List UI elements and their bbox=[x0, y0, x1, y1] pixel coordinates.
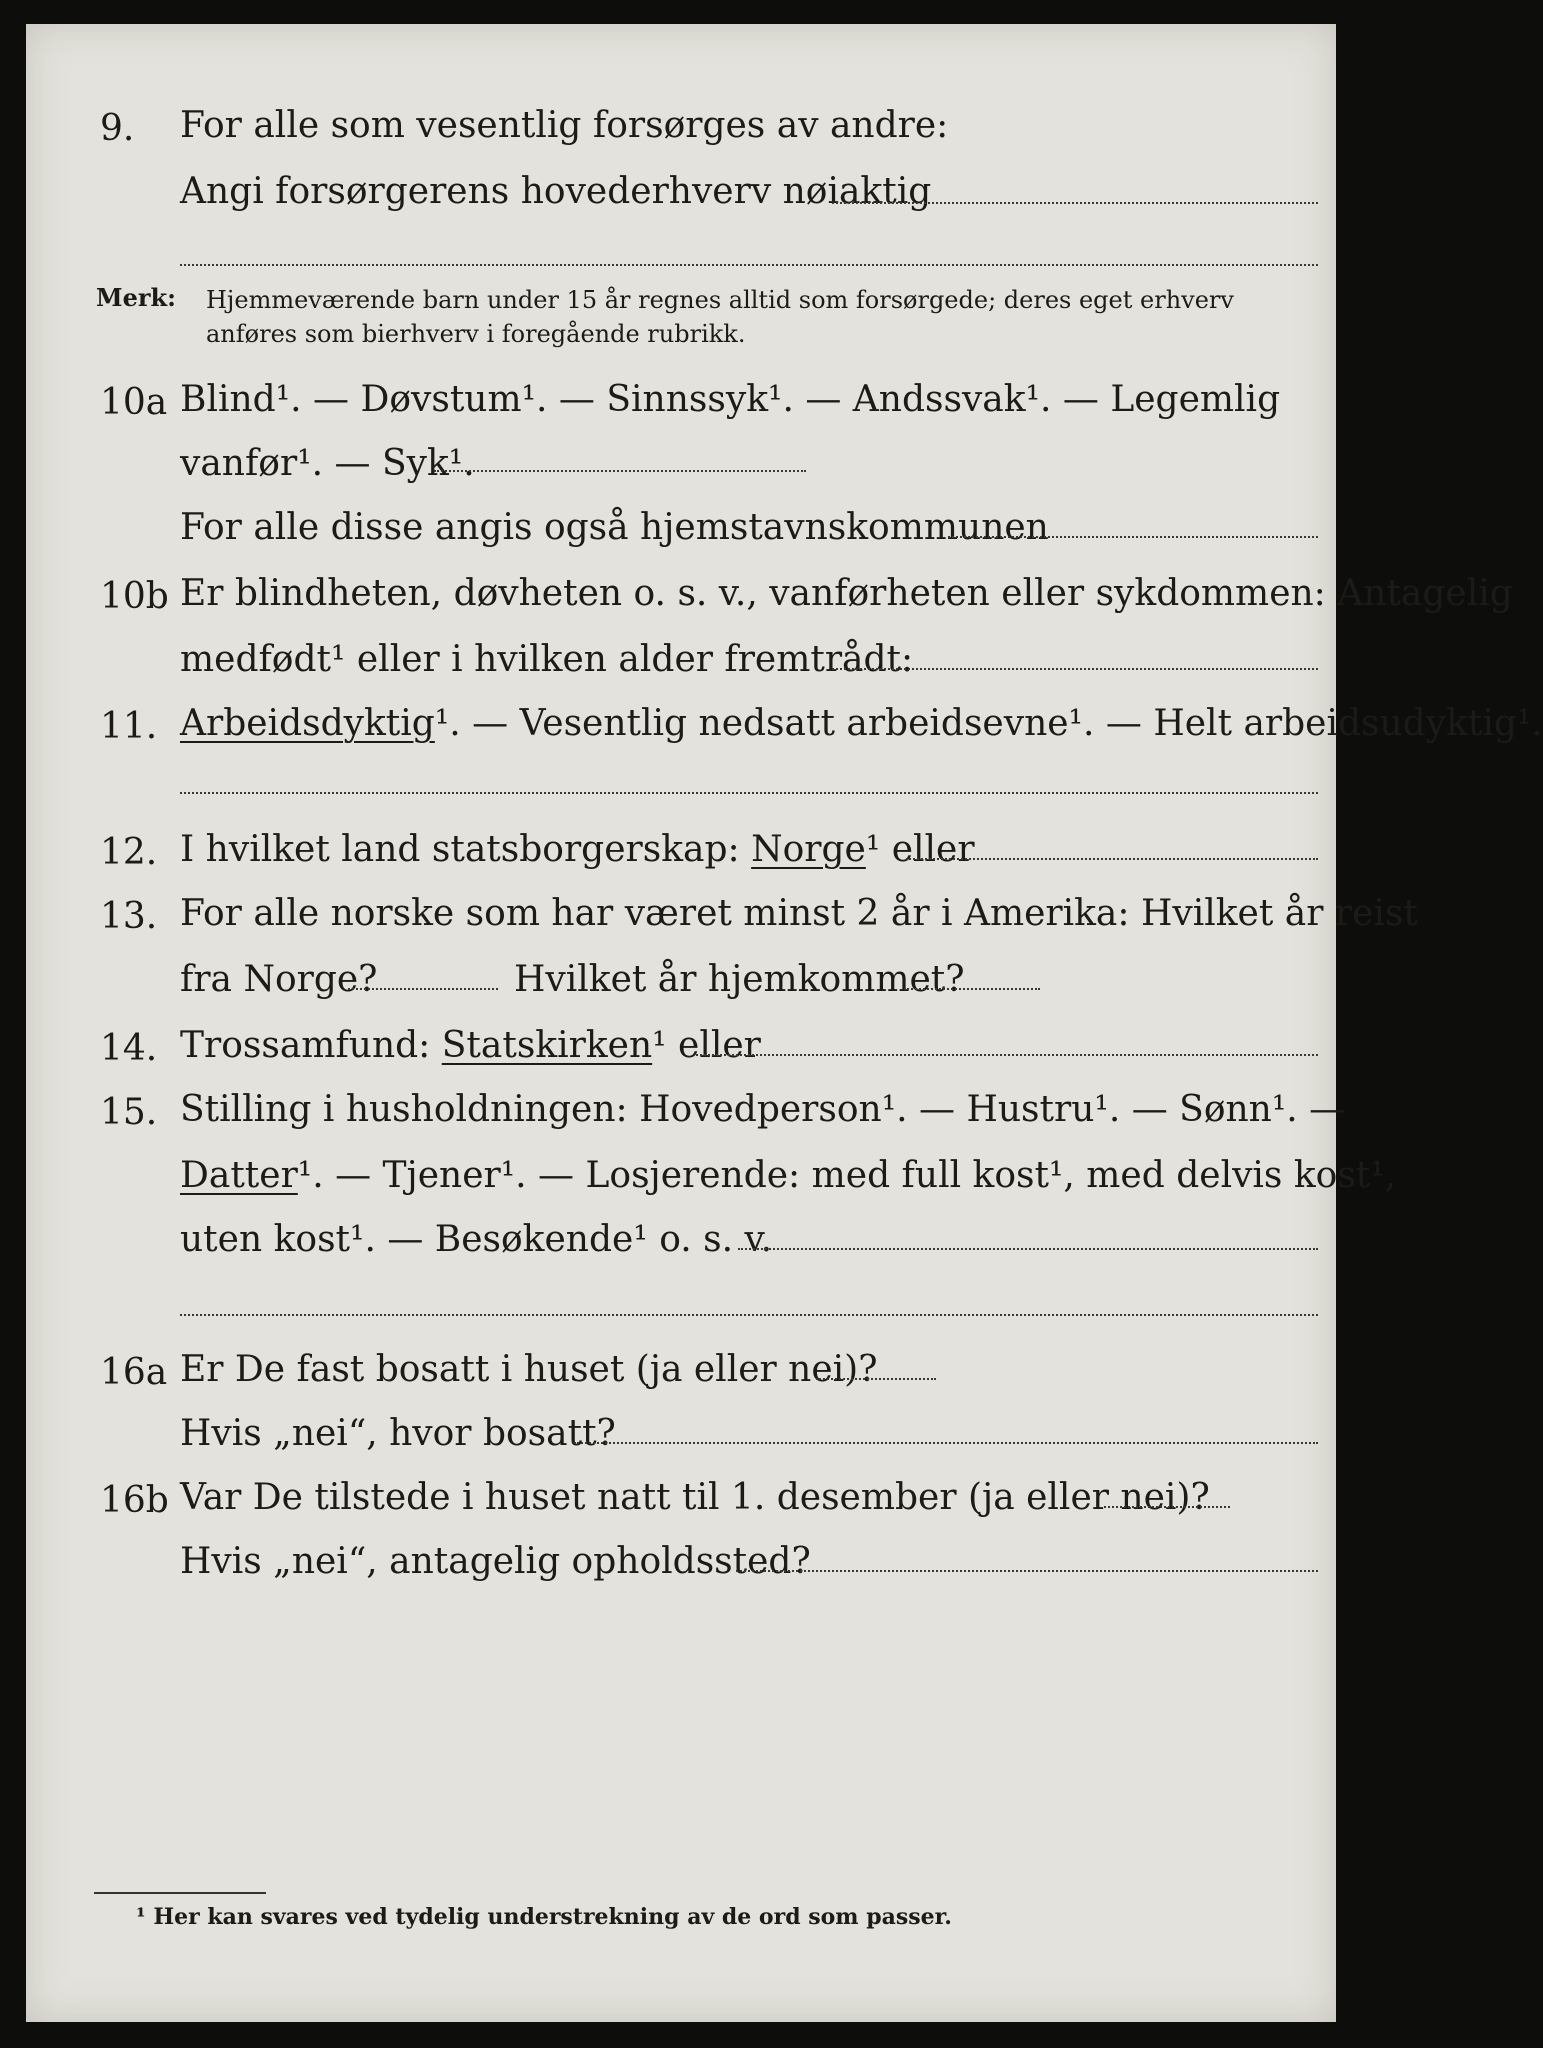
merk-line2: anføres som bierhverv i foregående rubrikk. bbox=[206, 320, 746, 348]
q16b-line2: Hvis „nei“, antagelig opholdssted? bbox=[180, 1541, 811, 1582]
footnote-mark: ¹ bbox=[136, 1904, 146, 1930]
q13-line2a: fra Norge? bbox=[180, 959, 378, 1000]
q16b-line1: Var De tilstede i huset natt til 1. desember (ja eller nei)? bbox=[180, 1477, 1210, 1518]
q15-line3: uten kost¹. — Besøkende¹ o. s. v. bbox=[180, 1219, 773, 1260]
q15-number: 15. bbox=[100, 1092, 158, 1133]
q16b-answer-line[interactable] bbox=[1104, 1506, 1230, 1508]
q16a-number: 16a bbox=[100, 1352, 168, 1393]
q13-line1: For alle norske som har været minst 2 år i Amerika: Hvilket år reist bbox=[180, 893, 1418, 934]
footnote-divider bbox=[94, 1892, 266, 1894]
q10b-line1: Er blindheten, døvheten o. s. v., vanførheten eller sykdommen: Antagelig bbox=[180, 573, 1513, 614]
q15-answer-line[interactable] bbox=[738, 1248, 1318, 1250]
q10b-line2: medfødt¹ eller i hvilken alder fremtrådt: bbox=[180, 639, 914, 680]
q16a-line2: Hvis „nei“, hvor bosatt? bbox=[180, 1413, 616, 1454]
q11-rest: ¹. — Vesentlig nedsatt arbeidsevne¹. — Helt arbeidsudyktig¹. bbox=[434, 703, 1543, 744]
q13-reist-line[interactable] bbox=[348, 988, 498, 990]
q9-line2: Angi forsørgerens hovederhverv nøiaktig bbox=[180, 171, 932, 212]
q9-answer-line-2[interactable] bbox=[180, 264, 1318, 266]
footnote bbox=[136, 1904, 952, 1930]
q10b-answer-line[interactable] bbox=[832, 668, 1318, 670]
q15-line2 bbox=[180, 1155, 1397, 1196]
q13-number: 13. bbox=[100, 896, 158, 937]
q10b-number: 10b bbox=[100, 576, 169, 617]
q16a-answer-line[interactable] bbox=[816, 1378, 936, 1380]
q16b-number: 16b bbox=[100, 1480, 169, 1521]
q12-pre: I hvilket land statsborgerskap: bbox=[180, 829, 740, 870]
merk-label: Merk: bbox=[96, 283, 176, 312]
q15-answer-line-2[interactable] bbox=[180, 1314, 1318, 1316]
q15-answer-datter[interactable]: Datter bbox=[180, 1155, 298, 1196]
q10a-hjemstavn-line[interactable] bbox=[948, 536, 1318, 538]
q12-line bbox=[180, 829, 975, 870]
q14-answer-line[interactable] bbox=[696, 1054, 1318, 1056]
q16b-opholdssted-line[interactable] bbox=[736, 1570, 1318, 1572]
q11-answer-line[interactable] bbox=[180, 792, 1318, 794]
q12-answer-line[interactable] bbox=[906, 858, 1318, 860]
merk-line1: Hjemmeværende barn under 15 år regnes alltid som forsørgede; deres eget erhverv bbox=[206, 286, 1234, 314]
q12-number: 12. bbox=[100, 832, 158, 873]
q9-line1: For alle som vesentlig forsørges av andre: bbox=[180, 105, 949, 146]
q10a-line1: Blind¹. — Døvstum¹. — Sinnssyk¹. — Andssvak¹. — Legemlig bbox=[180, 379, 1281, 420]
q14-pre: Trossamfund: bbox=[180, 1025, 431, 1066]
q10a-number: 10a bbox=[100, 382, 168, 423]
q15-line1: Stilling i husholdningen: Hovedperson¹. — Hustru¹. — Sønn¹. — bbox=[180, 1089, 1346, 1130]
q11-number: 11. bbox=[100, 706, 158, 747]
q12-post: ¹ eller bbox=[865, 829, 975, 870]
q11-line bbox=[180, 703, 1543, 744]
q14-answer-statskirken[interactable]: Statskirken bbox=[441, 1025, 653, 1066]
q10a-answer-line[interactable] bbox=[434, 470, 806, 472]
q16a-line1: Er De fast bosatt i huset (ja eller nei)? bbox=[180, 1349, 878, 1390]
q14-post: ¹ eller bbox=[652, 1025, 761, 1066]
q11-answer-arbeidsdyktig[interactable]: Arbeidsdyktig bbox=[180, 703, 435, 744]
q10a-line3: For alle disse angis også hjemstavnskommunen bbox=[180, 507, 1049, 548]
q10a-line2: vanfør¹. — Syk¹. bbox=[180, 443, 475, 484]
q12-answer-norge[interactable]: Norge bbox=[751, 829, 866, 870]
q16a-bosatt-line[interactable] bbox=[574, 1442, 1318, 1444]
q14-line bbox=[180, 1025, 761, 1066]
form-page bbox=[26, 24, 1543, 2022]
q14-number: 14. bbox=[100, 1028, 158, 1069]
q15-line2-rest: ¹. — Tjener¹. — Losjerende: med full kost¹, med delvis kost¹, bbox=[297, 1155, 1397, 1196]
q9-answer-line[interactable] bbox=[832, 202, 1318, 204]
q13-hjemkommet-line[interactable] bbox=[904, 988, 1040, 990]
q13-line2b: Hvilket år hjemkommet? bbox=[514, 959, 965, 1000]
q9-number: 9. bbox=[100, 108, 135, 149]
footnote-text: Her kan svares ved tydelig understrekning av de ord som passer. bbox=[153, 1904, 952, 1930]
